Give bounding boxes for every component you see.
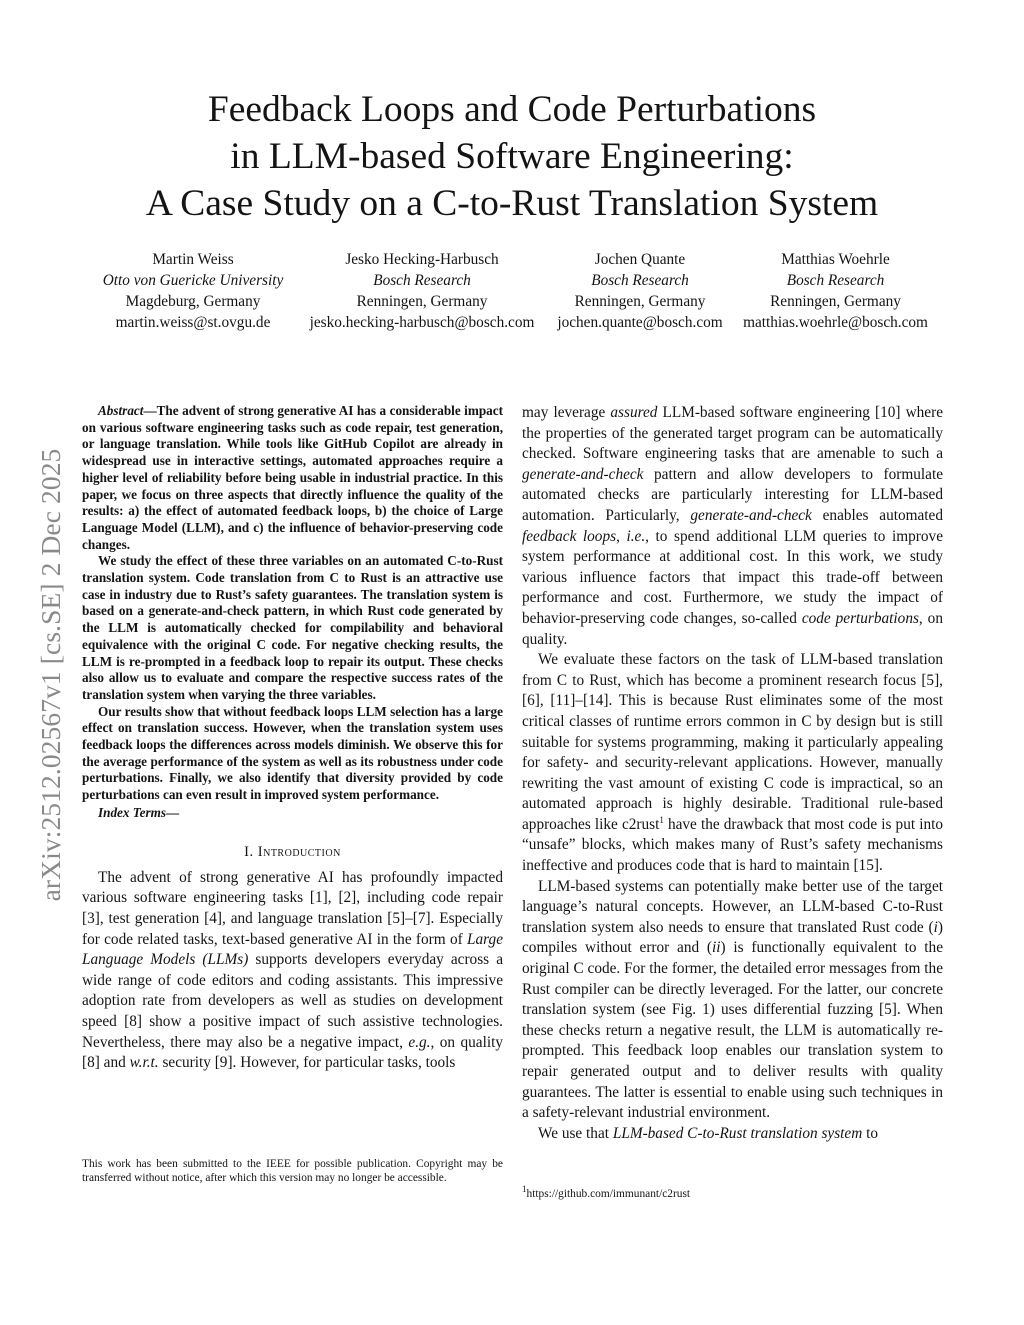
abstract-paragraph: Our results show that without feedback loops LLM selection has a large effect on translation success. However, when the translation system uses feedback loops the differences across models diminish. We observe this for the average performance of the system as well as its robustness under code perturbations. Finally, we also identify that diversity provided by code perturbations can even result in improved system performance. xyxy=(82,703,503,803)
emphasis: ii xyxy=(712,939,721,957)
abstract-paragraph xyxy=(82,403,503,553)
left-column xyxy=(82,403,503,1074)
body-paragraph xyxy=(522,877,943,1124)
author-location: Renningen, Germany xyxy=(770,293,901,310)
emphasis: w.r.t. xyxy=(129,1054,159,1072)
abstract-label: Abstract xyxy=(98,403,144,418)
text-run: The advent of strong generative AI has profoundly impacted various software engineering tasks [1], [2], including code repair [3], test generation [4], and language translation [5]–[7]. Especially for code related tasks, text-based generative AI in the form of xyxy=(82,868,503,948)
body-paragraph xyxy=(522,1124,943,1145)
text-run: security [9]. However, for particular tasks, tools xyxy=(158,1054,456,1072)
footnote-marker: 1 xyxy=(522,1184,527,1195)
text-run: to xyxy=(862,1124,878,1142)
author-email: matthias.woehrle@bosch.com xyxy=(743,314,928,331)
author-name: Martin Weiss xyxy=(152,251,234,268)
text-run: We evaluate these factors on the task of LLM-based translation from C to Rust, which has become a prominent research focus [5], [6], [11]–[14]. This is because Rust eliminates some of the most critical classes of runtime errors common in C by design but is still suitable for systems programming, making it particularly appealing for safety- and security-relevant applications. However, manually rewriting the vast amount of existing C code is impractical, so an automated approach is highly desirable. Traditional rule-based approaches like c2rust xyxy=(522,651,943,833)
text-run: have the drawback that most code is put into “unsafe” blocks, which makes many of Rust’s safety mechanisms ineffective and produces code that is hard to maintain [15]. xyxy=(522,815,944,875)
text-run: ) is functionally equivalent to the original C code. For the former, the detailed error messages from the Rust compiler can be directly leveraged. For the latter, our concrete translation system (see Fig. 1) uses differential fuzzing [5]. When these checks return a negative result, the LLM is automatically re-prompted. This feedback loop enables our translation system to repair generated output and to deliver results with quality guarantees. The latter is essential to enable using such techniques in a safety-relevant industrial environment. xyxy=(522,939,943,1122)
emphasis: e.g. xyxy=(408,1033,431,1051)
abstract-paragraph: We study the effect of these three variables on an automated C-to-Rust translation system. Code translation from C to Rust is an attractive use case in industry due to Rust’s safety guarantees. The translation system is based on a generate-and-check pattern, in which Rust code generated by the LLM is automatically checked for compilability and behavioral equivalence with the original C code. For negative checking results, the LLM is re-prompted in a feedback loop to repair its output. These checks also allow us to evaluate and compare the respective success rates of the translation system when varying the three variables. xyxy=(82,553,503,702)
author-email: martin.weiss@st.ovgu.de xyxy=(115,314,271,331)
abstract-text: —The advent of strong generative AI has a considerable impact on various software engineering tasks such as code repair, test generation, or language translation. While tools like GitHub Copilot are already in widespread use in interactive settings, automated approaches require a higher level of reliability before being usable in industrial practice. In this paper, we focus on three aspects that directly influence the quality of the results: a) the effect of automated feedback loops, b) the choice of Large Language Model (LLM), and c) the influence of behavior-preserving code changes. xyxy=(82,403,503,552)
author-affiliation: Bosch Research xyxy=(373,272,471,289)
text-run: , xyxy=(616,527,627,545)
body-paragraph xyxy=(82,868,503,1074)
arxiv-identifier xyxy=(31,380,71,970)
emphasis: generate-and-check xyxy=(522,465,644,483)
footnote: This work has been submitted to the IEEE for possible publication. Copyright may be transferred without notice, after which this version may no longer be accessible. xyxy=(82,1158,503,1185)
emphasis: code perturbations xyxy=(801,609,919,627)
author-block xyxy=(83,249,303,333)
emphasis: assured xyxy=(610,404,658,421)
body-paragraph xyxy=(522,403,943,650)
author-affiliation: Otto von Guericke University xyxy=(102,272,284,289)
arxiv-id-text: arXiv:2512.02567v1 [cs.SE] 2 Dec 2025 xyxy=(35,448,66,902)
text-run: , to spend additional LLM queries to improve system performance at additional cost. In this work, we study various influence factors that impact this trade-off between performance and cost. Furthermore, we study the impact of behavior-preserving code changes, so-called xyxy=(522,527,943,627)
emphasis: generate-and-check xyxy=(690,506,812,524)
footnote xyxy=(522,1184,943,1201)
index-terms: Index Terms— xyxy=(98,804,180,820)
author-email: jesko.hecking-harbusch@bosch.com xyxy=(309,314,535,331)
author-email: jochen.quante@bosch.com xyxy=(557,314,723,331)
text-run: , on quality [8] and xyxy=(82,1033,503,1072)
author-block xyxy=(546,249,734,333)
footnote-marker: 1 xyxy=(659,814,664,825)
author-affiliation: Bosch Research xyxy=(786,272,885,289)
footnote-url[interactable]: https://github.com/immunant/c2rust xyxy=(526,1188,691,1200)
author-location: Renningen, Germany xyxy=(356,293,488,310)
author-location: Renningen, Germany xyxy=(574,293,706,310)
title-line-2: in LLM-based Software Engineering: xyxy=(230,136,794,177)
text-run: LLM-based systems can potentially make better use of the target language’s natural concepts. However, an LLM-based C-to-Rust translation system also needs to ensure that translated Rust code ( xyxy=(522,877,943,936)
text-run: LLM-based software engineering [10] where the properties of the generated target program can be automatically checked. Software engineering tasks that are amenable to such a xyxy=(522,404,943,463)
right-column xyxy=(522,403,943,1144)
text-run: may leverage xyxy=(522,404,611,421)
author-block xyxy=(300,249,544,333)
text-run: We use that xyxy=(538,1124,613,1142)
body-paragraph xyxy=(522,650,943,877)
text-run: ) compiles without error and ( xyxy=(522,918,943,957)
text-run: enables automated xyxy=(811,506,943,524)
author-block xyxy=(733,249,938,333)
author-name: Jochen Quante xyxy=(594,251,686,268)
text-run: pattern and allow developers to formulate automated checks are particularly interesting for LLM-based automation. Particularly, xyxy=(522,465,943,524)
author-location: Magdeburg, Germany xyxy=(125,293,261,310)
author-name: Matthias Woehrle xyxy=(781,251,890,268)
author-affiliation: Bosch Research xyxy=(591,272,689,289)
author-name: Jesko Hecking-Harbusch xyxy=(345,251,499,268)
emphasis: Large Language Models (LLMs) xyxy=(82,930,503,969)
title-line-3: A Case Study on a C-to-Rust Translation System xyxy=(145,183,879,224)
text-run: , on quality. xyxy=(522,609,943,648)
paper-title xyxy=(60,86,964,227)
emphasis: LLM-based C-to-Rust translation system xyxy=(612,1124,863,1142)
section-number: I. xyxy=(244,843,254,860)
emphasis: feedback loops xyxy=(522,527,617,545)
emphasis: i.e. xyxy=(626,527,646,545)
text-run: supports developers everyday across a wide range of code editors and coding assistants. This impressive adoption rate from developers as well as studies on development speed [8] show a positive impact of such assistive technologies. Nevertheless, there may also be a negative impact, xyxy=(82,951,503,1051)
emphasis: i xyxy=(933,918,938,936)
section-title: Introduction xyxy=(257,843,341,860)
title-line-1: Feedback Loops and Code Perturbations xyxy=(207,89,817,130)
section-heading xyxy=(82,844,503,861)
